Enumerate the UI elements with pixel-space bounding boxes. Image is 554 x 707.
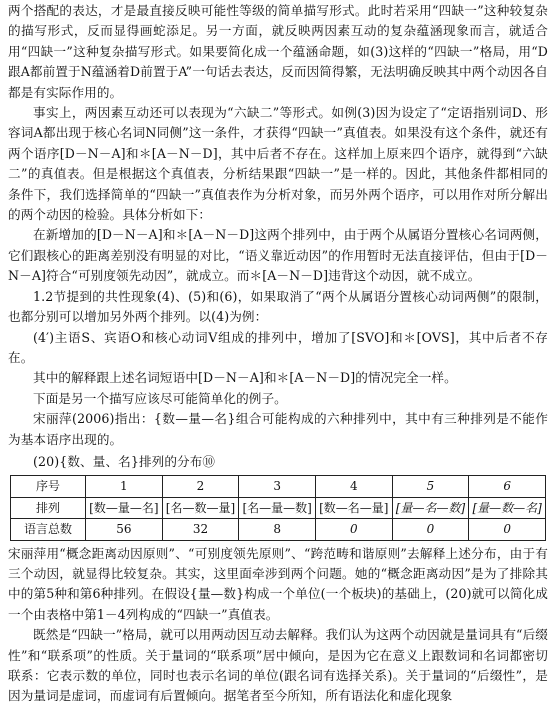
table-cell: [名—数—量] [162,497,239,518]
page [8,0,548,707]
table-cell: [数—量—名] [86,497,163,518]
table-cell: 4 [315,476,392,497]
row-header: 语言总数 [11,519,86,540]
table-cell: 56 [86,519,163,540]
paragraph: 其中的解释跟上述名词短语中[D－N－A]和＊[A－N－D]的情况完全一样。 [33,370,457,386]
paragraph: 在新增加的[D－N－A]和＊[A－N－D]这两个排列中，由于两个从属语分置核心名词两侧，它们跟核心的距离差别没有明显的对比，“语义靠近动因”的作用暂时无法直接评估，但由于[D－N－A]符合“可别度领先动因”，就成立。而＊[A－N－D]违背这个动因，就不成立。 [8,227,548,284]
table-cell: 6 [469,476,546,497]
paragraph: 下面是另一个描写应该尽可能简单化的例子。 [33,390,287,406]
table-caption: (20){数、量、名}排列的分布⑩ [33,453,216,469]
table-cell: 0 [315,519,392,540]
table-cell: 1 [86,476,163,497]
table-cell: 2 [162,476,239,497]
body-text-top [8,1,548,450]
table-cell: [数—名—量] [315,497,392,518]
table-cell: 3 [239,476,316,497]
table-cell: 0 [392,519,469,540]
table-cell: 32 [162,519,239,540]
table-cell: 8 [239,519,316,540]
body-text-bottom [8,544,548,707]
table-cell: 0 [469,519,546,540]
table-cell: [量—名—数] [392,497,469,518]
table-row-count [11,519,546,540]
distribution-table [10,475,546,540]
paragraph: 两个搭配的表达，才是最直接反映可能性等级的简单描写形式。此时若采用“四缺一”这种较复杂的描写形式，反而显得画蛇添足。另一方面，就反映两因素互动的复杂蕴涵现象而言，就适合用“四缺一”这种复杂描写形式。如果要简化成一个蕴涵命题，如(3)这样的“四缺一”格局，用“D跟A都前置于N蕴涵着D前置于A”一句话去表达，反而因简得繁，无法明确反映其中两个动因各自都是有实际作用的。 [8,3,548,100]
paragraph: 事实上，两因素互动还可以表现为“六缺二”等形式。如例(3)因为设定了“定语指别词D、形容词A都出现于核心名词N同侧”这一条件，才获得“四缺一”真值表。如果没有这个条件，就还有两个语序[D－N－A]和＊[A－N－D]，其中后者不存在。这样加上原来四个语序，就得到“六缺二”的真值表。但是根据这个真值表，分析结果跟“四缺一”是一样的。因此，其他条件都相同的条件下，我们选择简单的“四缺一”真值表作为分析对象，而另外两个语序，可以用作对所分解出的两个动因的检验。具体分析如下： [8,105,548,223]
paragraph: 宋丽萍(2006)指出：{数—量—名}组合可能构成的六种排列中，其中有三种排列是不能作为基本语序出现的。 [8,411,548,447]
row-header: 序号 [11,476,86,497]
paragraph: (4′)主语S、宾语O和核心动词V组成的排列中，增加了[SVO]和＊[OVS]，其中后者不存在。 [8,329,548,365]
paragraph: 既然是“四缺一”格局，就可以用两动因互动去解释。我们认为这两个动因就是量词具有“后缀性”和“联系项”的性质。关于量词的“联系项”居中倾向，是因为它在意义上跟数词和名词都密切联系：它表示数的单位，同时也表示名词的单位(跟名词有选择关系)。关于量词的“后缀性”，是因为量词是虚词，而虚词有后置倾向。据笔者至今所知，所有语法化和虚化现象 [8,627,548,704]
table-cell: [名—量—数] [239,497,316,518]
table-row-index [11,476,546,497]
paragraph: 宋丽萍用“概念距离动因原则”、“可别度领先原则”、“跨范畴和谐原则”去解释上述分布，由于有三个动因，就显得比较复杂。其实，这里面牵涉到两个问题。她的“概念距离动因”是为了排除其中的第5种和第6种排列。在假设{量—数}构成一个单位(一个板块)的基础上，(20)就可以简化成一个由表格中第1－4列构成的“四缺一”真值表。 [8,545,548,622]
row-header: 排列 [11,497,86,518]
table-row-order [11,497,546,518]
paragraph: 1.2节提到的共性现象(4)、(5)和(6)，如果取消了“两个从属语分置核心动词两侧”的限制，也都分别可以增加另外两个排列。以(4)为例： [8,288,548,325]
table-cell: 5 [392,476,469,497]
table-cell: [量—数—名] [469,497,546,518]
